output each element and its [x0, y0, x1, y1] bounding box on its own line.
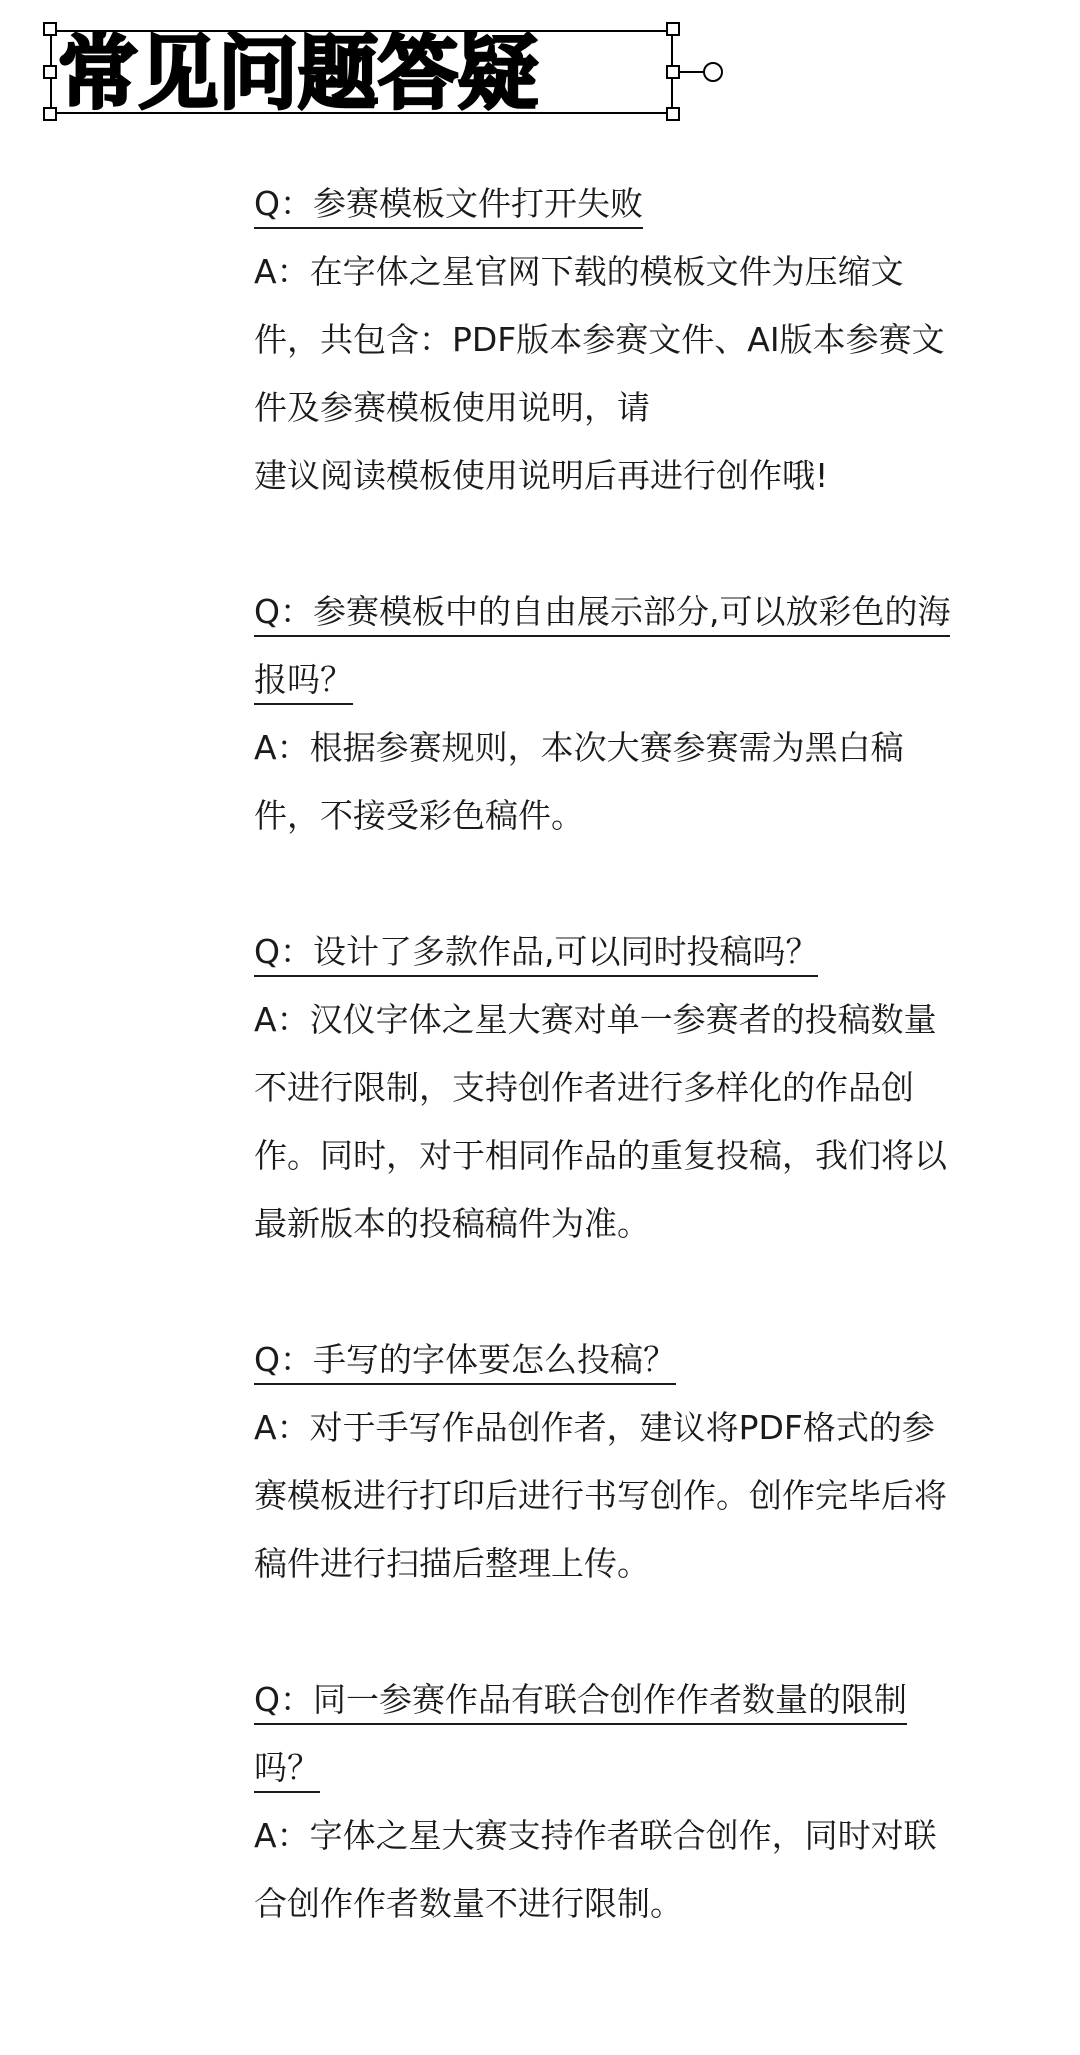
- faq-question: Q：手写的字体要怎么投稿？: [254, 1326, 964, 1394]
- faq-answer: A：在字体之星官网下载的模板文件为压缩文件，共包含：PDF版本参赛文件、AI版本参赛文件及参赛模板使用说明，请 建议阅读模板使用说明后再进行创作哦!: [254, 252, 945, 495]
- faq-question: Q：同一参赛作品有联合创作作者数量的限制吗？: [254, 1666, 964, 1802]
- faq-question: Q：参赛模板文件打开失败: [254, 170, 964, 238]
- resize-handle-middle-left[interactable]: [43, 65, 57, 79]
- faq-list: [254, 170, 964, 2006]
- resize-handle-top-right[interactable]: [666, 22, 680, 36]
- resize-handle-bottom-left[interactable]: [43, 107, 57, 121]
- resize-handle-top-left[interactable]: [43, 22, 57, 36]
- faq-item-color-poster: [254, 578, 964, 850]
- resize-handle-bottom-right[interactable]: [666, 107, 680, 121]
- faq-item-handwritten: [254, 1326, 964, 1598]
- faq-answer: A：汉仪字体之星大赛对单一参赛者的投稿数量不进行限制，支持创作者进行多样化的作品创作。同时，对于相同作品的重复投稿，我们将以最新版本的投稿稿件为准。: [254, 1000, 947, 1243]
- title-selection-frame: [50, 27, 673, 120]
- faq-answer: A：字体之星大赛支持作者联合创作，同时对联合创作作者数量不进行限制。: [254, 1816, 937, 1923]
- rotate-handle[interactable]: [703, 62, 723, 82]
- page-title: 常见问题答疑: [58, 27, 538, 120]
- resize-handle-middle-right[interactable]: [666, 65, 680, 79]
- faq-item-template-open-failed: [254, 170, 964, 510]
- faq-item-multiple-works: [254, 918, 964, 1258]
- faq-answer: A：根据参赛规则，本次大赛参赛需为黑白稿件，不接受彩色稿件。: [254, 728, 904, 835]
- rotate-handle-stem: [680, 71, 704, 73]
- faq-item-co-authors: [254, 1666, 964, 1938]
- faq-answer: A：对于手写作品创作者，建议将PDF格式的参赛模板进行打印后进行书写创作。创作完毕后将稿件进行扫描后整理上传。: [254, 1408, 947, 1583]
- faq-question: Q：设计了多款作品,可以同时投稿吗？: [254, 918, 964, 986]
- faq-question: Q：参赛模板中的自由展示部分,可以放彩色的海报吗？: [254, 578, 964, 714]
